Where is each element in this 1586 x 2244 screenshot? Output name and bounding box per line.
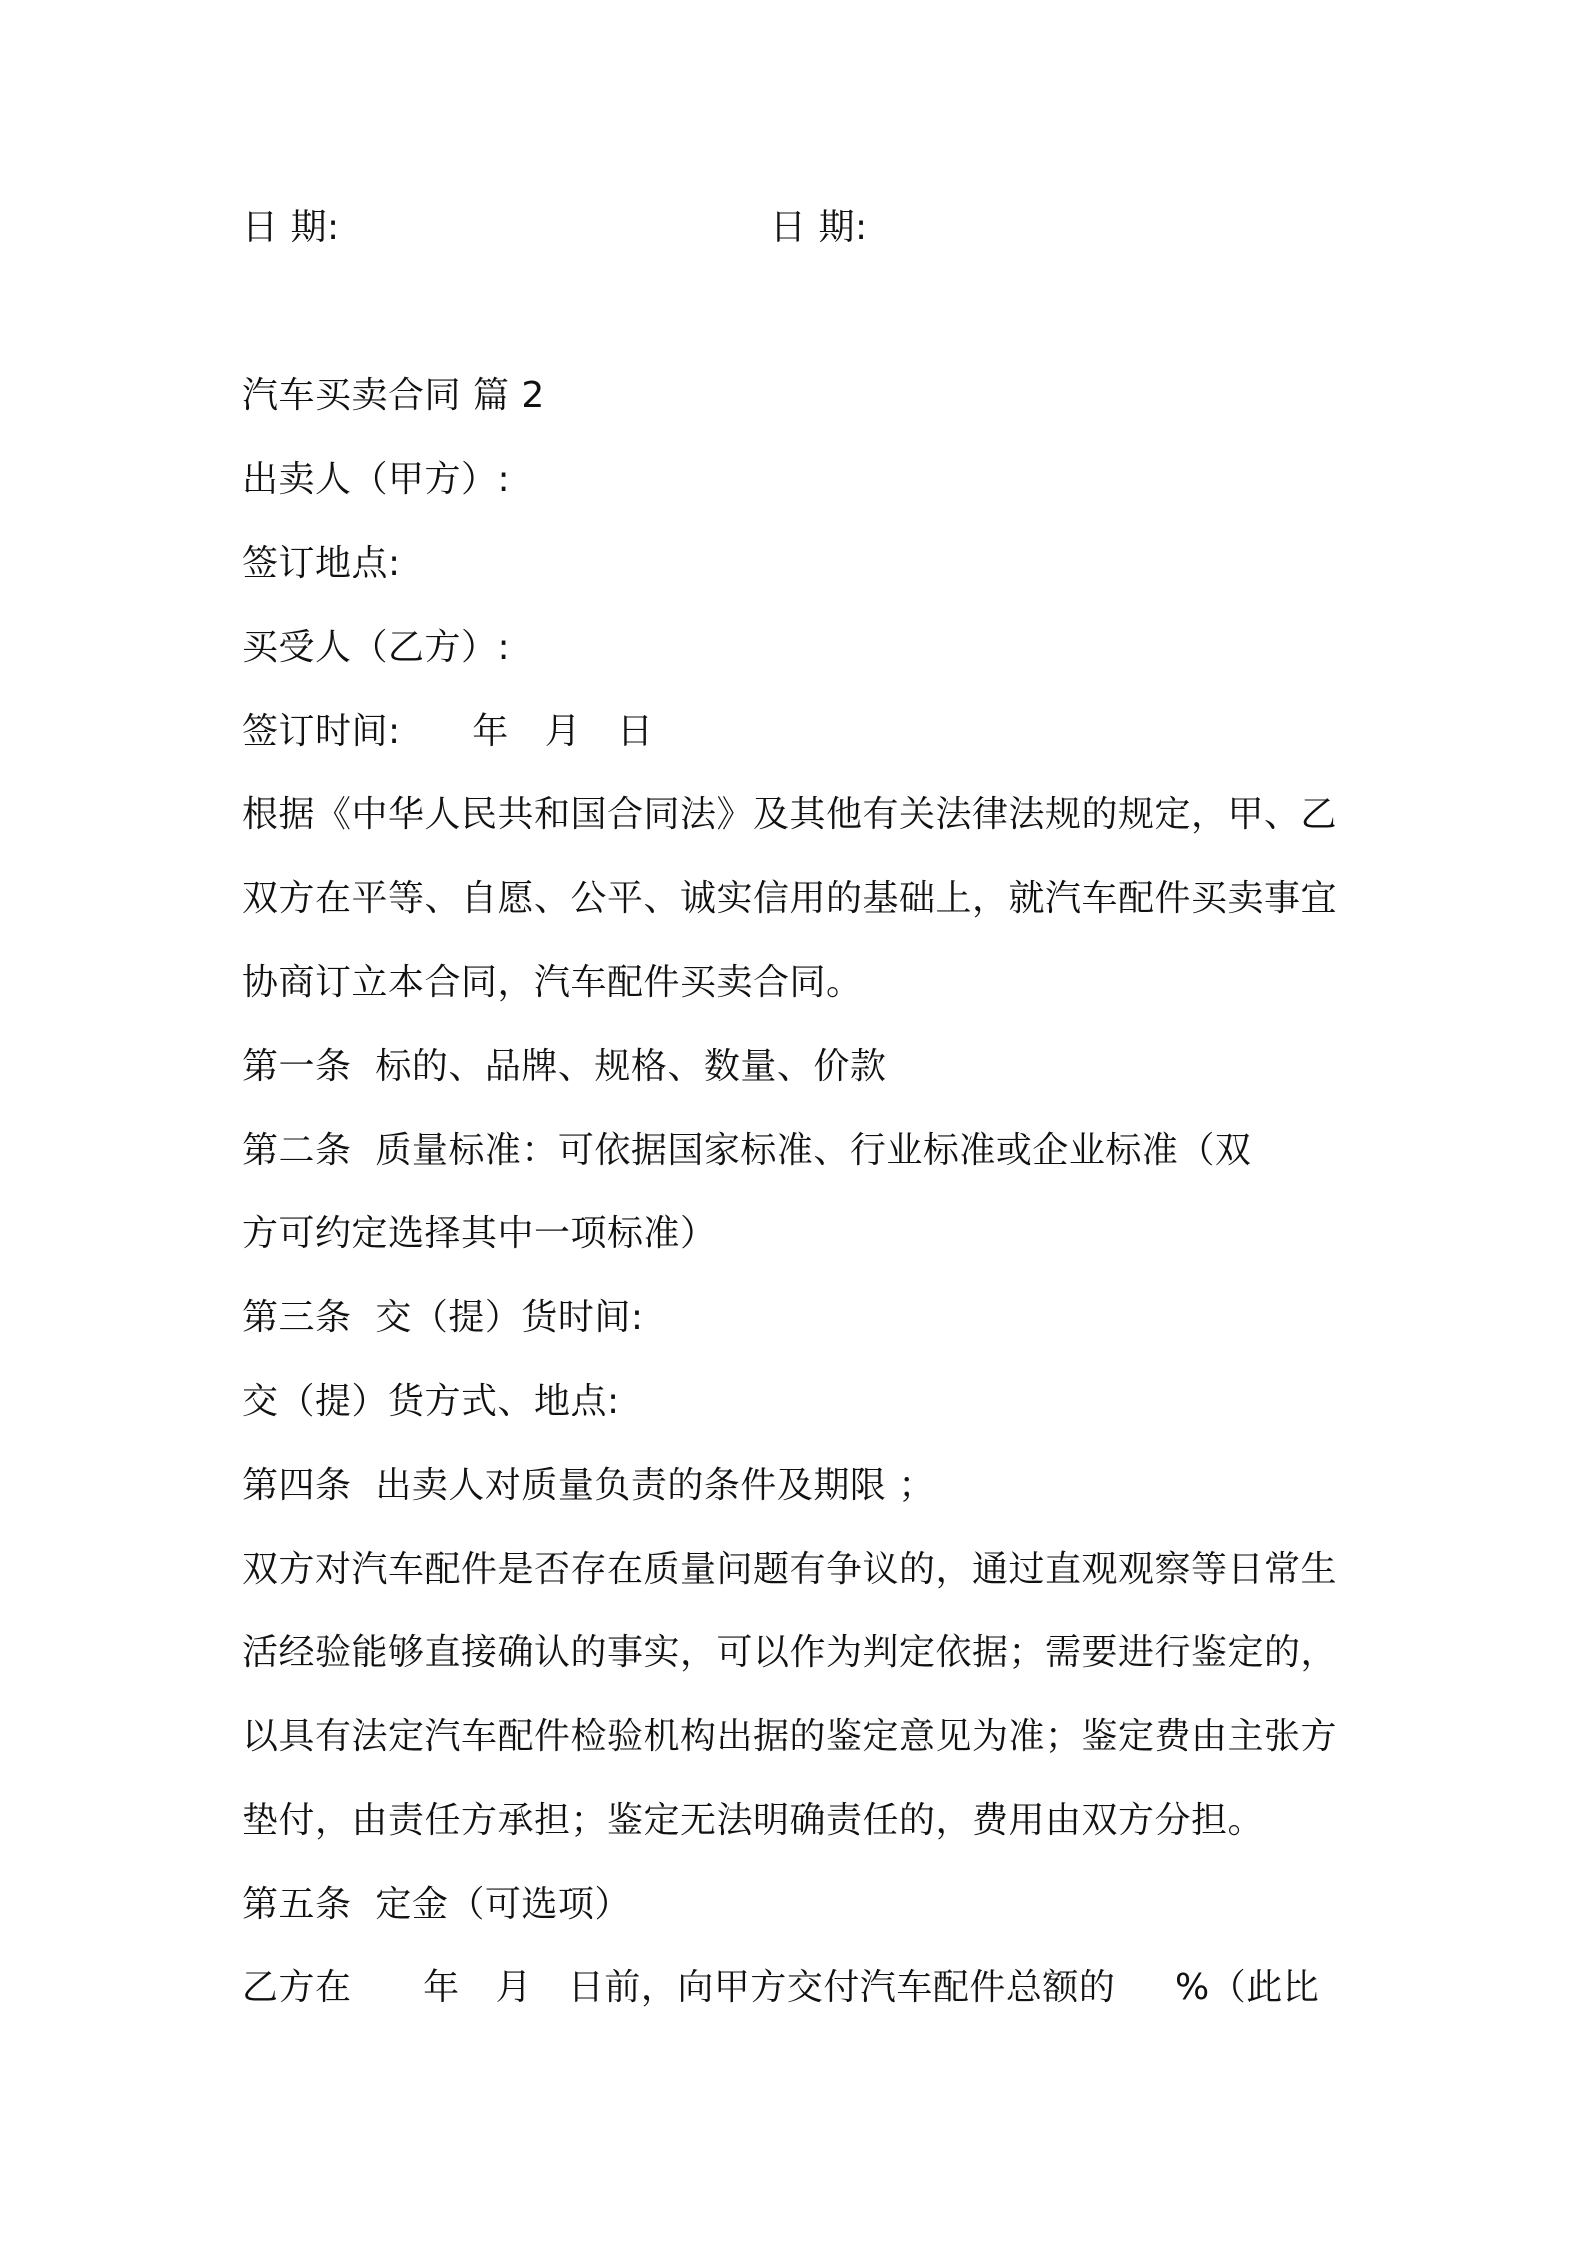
paragraph-line: 活经验能够直接确认的事实，可以作为判定依据；需要进行鉴定的， xyxy=(242,1632,1338,1673)
paragraph-line: 乙方在 年 月 日前，向甲方交付汽车配件总额的 %（此比 xyxy=(242,1967,1320,2008)
article-2-heading: 第二条 质量标准：可依据国家标准、行业标准或企业标准（双 xyxy=(242,1130,1252,1171)
article-3-heading: 第三条 交（提）货时间: xyxy=(242,1297,644,1338)
paragraph-line: 协商订立本合同，汽车配件买卖合同。 xyxy=(242,962,863,1003)
signing-time-line: 签订时间: 年 月 日 xyxy=(242,711,654,752)
paragraph-line: 根据《中华人民共和国合同法》及其他有关法律法规的规定，甲、乙 xyxy=(242,794,1338,835)
paragraph-line: 方可约定选择其中一项标准） xyxy=(242,1213,717,1254)
article-4-heading: 第四条 出卖人对质量负责的条件及期限 ； xyxy=(242,1465,935,1506)
signing-place-line: 签订地点: xyxy=(242,543,401,584)
paragraph-line: 双方对汽车配件是否存在质量问题有争议的，通过直观观察等日常生 xyxy=(242,1549,1338,1590)
seller-line: 出卖人（甲方）: xyxy=(242,459,511,500)
date-label-left: 日 期: xyxy=(242,207,340,248)
delivery-method-line: 交（提）货方式、地点: xyxy=(242,1381,620,1422)
paragraph-line: 以具有法定汽车配件检验机构出据的鉴定意见为准；鉴定费由主张方 xyxy=(242,1716,1338,1757)
document-title: 汽车买卖合同 篇 2 xyxy=(242,375,545,416)
article-1-heading: 第一条 标的、品牌、规格、数量、价款 xyxy=(242,1046,887,1087)
paragraph-line: 垫付，由责任方承担；鉴定无法明确责任的，费用由双方分担。 xyxy=(242,1800,1265,1841)
paragraph-line: 双方在平等、自愿、公平、诚实信用的基础上，就汽车配件买卖事宜 xyxy=(242,878,1338,919)
article-5-heading: 第五条 定金（可选项） xyxy=(242,1884,631,1925)
buyer-line: 买受人（乙方）: xyxy=(242,627,511,668)
date-label-right: 日 期: xyxy=(770,207,868,248)
